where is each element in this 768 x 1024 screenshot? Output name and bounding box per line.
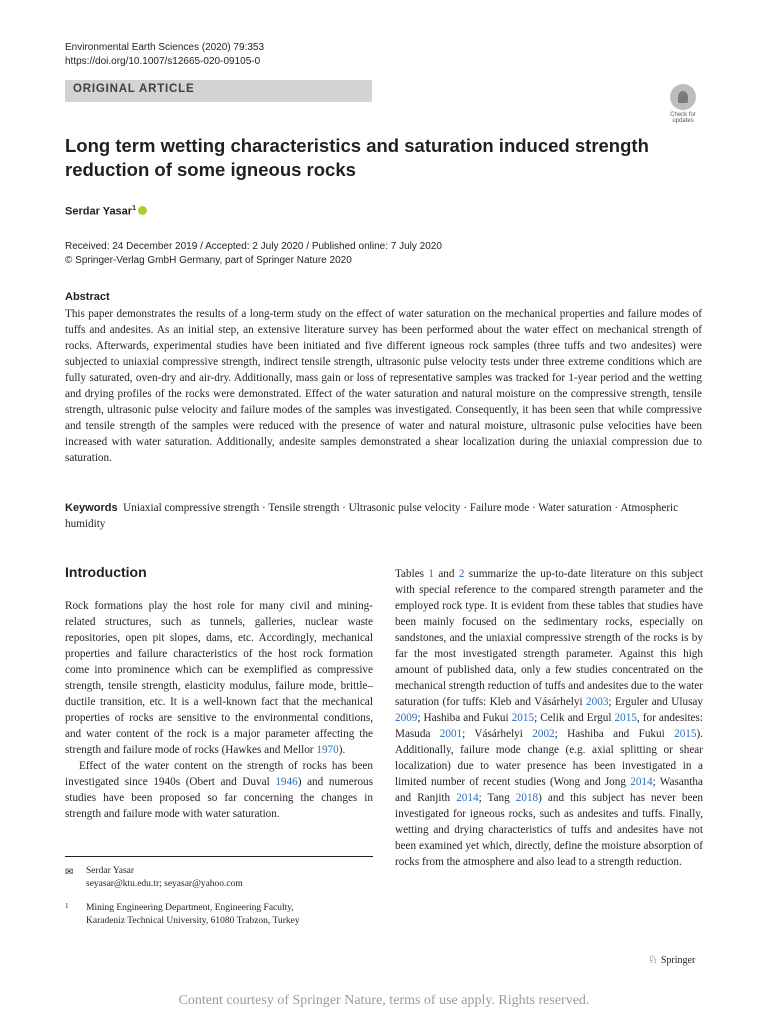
orcid-icon[interactable] bbox=[138, 206, 147, 215]
keywords-label: Keywords bbox=[65, 502, 118, 514]
intro-column-right bbox=[395, 566, 703, 870]
courtesy-notice: Content courtesy of Springer Nature, terms of use apply. Rights reserved. bbox=[178, 993, 590, 1008]
journal-line: Environmental Earth Sciences (2020) 79:353 bbox=[65, 42, 265, 53]
citation-link[interactable]: 2002 bbox=[532, 728, 555, 740]
paragraph-text: Rock formations play the host role for many civil and mining-related structures, such as tunnels, galleries, nuclear waste repositories, open pit slopes, dams, etc. Accordingly, mechanical properties and failure characteristics of the host rock formation come into prominence which can be exemplified as compressive strength, tensile strength, elasticity modulus, failure mode, brittle–ductile transition, etc. It is a well-known fact that the mechanical properties of rocks are sensitive to the environmental conditions, and water content of the rock is a major parameter affecting the strength and failure mode of rocks (Hawkes and Mellor bbox=[65, 600, 373, 756]
intro-paragraph bbox=[65, 758, 373, 822]
abstract-text: This paper demonstrates the results of a long-term study on the effect of water saturation on the mechanical properties and failure modes of tuffs and andesites. As an initial step, an extensive literature survey has been performed about the water effect on mechanical strength of rocks. Afterwards, experimental studies have been initiated and five different igneous rock samples (three tuffs and two andesites) were subjected to uniaxial compressive strength, indirect tensile strength, ultrasonic pulse velocity tests under three extreme conditions which are fully saturated, oven-dry and air-dry. Additionally, mass gain or loss of representative samples was tracked for 1-year period and the wetting and drying profiles of the rocks were demonstrated. Effect of the water saturation and natural moisture on the compressive strength, tensile strength, ultrasonic pulse velocity and failure modes of the samples was investigated. Consequently, it has been seen that while compressive and tensile strength of the samples were reduced with the presence of water and natural moisture, ultrasonic pulse velocities have been increased with water saturation. Additionally, andesite samples demonstrated a shear localization during the uniaxial compression due to saturation. bbox=[65, 308, 702, 464]
paragraph-text: ; Hashiba and Fukui bbox=[554, 728, 675, 740]
paragraph-text: Tables bbox=[395, 568, 429, 580]
intro-column-left bbox=[65, 598, 373, 822]
citation-link[interactable]: 2015 bbox=[674, 728, 697, 740]
doi-link[interactable]: https://doi.org/10.1007/s12665-020-09105-0 bbox=[65, 56, 261, 67]
paper-title: Long term wetting characteristics and saturation induced strength reduction of some igneous rocks bbox=[65, 135, 649, 180]
check-for-updates-badge[interactable] bbox=[664, 84, 702, 124]
keywords-text: Uniaxial compressive strength · Tensile strength · Ultrasonic pulse velocity · Failure mode · Water saturation · Atmospheric humidity bbox=[65, 502, 679, 530]
keywords bbox=[65, 500, 702, 532]
history-line: Received: 24 December 2019 / Accepted: 2 July 2020 / Published online: 7 July 2020 bbox=[65, 241, 442, 252]
affil-line: Mining Engineering Department, Engineering Faculty, bbox=[86, 903, 294, 913]
paragraph-text: ; Celik and Ergul bbox=[534, 712, 615, 724]
paragraph-text: ) and this subject has never been investigated for igneous rocks, such as andesites and tuffs. Finally, wetting and drying characteristics of tuffs and andesites have not been examined yet which, directly, define the moisture absorption of rocks from the atmosphere and also lead to a strength reduction. bbox=[395, 792, 704, 868]
author-name[interactable]: Serdar Yasar bbox=[65, 205, 133, 218]
citation-link[interactable]: 1 bbox=[428, 568, 434, 580]
citation-link[interactable]: 2 bbox=[458, 568, 465, 580]
corr-email[interactable]: seyasar@ktu.edu.tr; seyasar@yahoo.com bbox=[86, 879, 243, 889]
publisher-name: Springer bbox=[660, 955, 696, 966]
paragraph-text: , for andesites: Masuda bbox=[395, 712, 703, 740]
paragraph-text: summarize the up-to-date literature on this subject with special reference to the compared strength parameter and the employed rock type. It is evident from these tables that studies have been mainly focused on the sedimentary rocks, especially on sandstones, and the uniaxial compressive strength of the rocks is by far the most investigated strength parameter. Against this high amount of published data, only a few studies concentrated on the mechanical strength reduction of tuffs and andesites due to the water saturation (for tuffs: Kleb and Vásárhelyi bbox=[395, 568, 704, 708]
intro-paragraph bbox=[65, 598, 373, 758]
affil-number: 1 bbox=[65, 902, 69, 910]
article-type-banner bbox=[65, 80, 372, 102]
footnote-divider bbox=[65, 856, 373, 857]
citation-link[interactable]: 2015 bbox=[511, 712, 535, 724]
check-updates-label: Check for updates bbox=[670, 112, 696, 124]
citation-link[interactable]: 2015 bbox=[614, 712, 637, 724]
paragraph-text: ; Erguler and Ulusay bbox=[608, 696, 703, 708]
citation-link[interactable]: 2014 bbox=[630, 776, 653, 788]
paragraph-text: ; Tang bbox=[478, 792, 516, 804]
citation-link[interactable]: 2001 bbox=[439, 728, 463, 740]
envelope-icon: ✉ bbox=[65, 867, 74, 878]
introduction-heading: Introduction bbox=[65, 564, 147, 580]
copyright-line: © Springer-Verlag GmbH Germany, part of Springer Nature 2020 bbox=[65, 255, 352, 266]
paragraph-text: Effect of the water content on the strength of rocks has been investigated since 1940s (Obert and Duval bbox=[65, 760, 373, 788]
author-line bbox=[65, 205, 147, 218]
citation-link[interactable]: 2003 bbox=[586, 696, 609, 708]
paragraph-text: ). bbox=[338, 744, 346, 756]
citation-link[interactable]: 2009 bbox=[395, 712, 418, 724]
bookmark-icon bbox=[670, 84, 696, 110]
paragraph-text: ; Vásárhelyi bbox=[462, 728, 533, 740]
paragraph-text: ; Hashiba and Fukui bbox=[417, 712, 512, 724]
springer-logo bbox=[648, 953, 695, 966]
affil-line: Karadeniz Technical University, 61080 Trabzon, Turkey bbox=[86, 916, 300, 926]
citation-link[interactable]: 2014 bbox=[456, 792, 479, 804]
springer-horse-icon: ♘ bbox=[648, 954, 658, 966]
citation-link[interactable]: 2018 bbox=[515, 792, 539, 804]
article-type-label: ORIGINAL ARTICLE bbox=[73, 83, 195, 95]
journal-citation bbox=[65, 41, 264, 69]
citation-link[interactable]: 1970 bbox=[316, 744, 339, 756]
publication-dates bbox=[65, 240, 442, 268]
corr-name: Serdar Yasar bbox=[86, 866, 135, 876]
paragraph-text: ; Wasantha and Ranjith bbox=[395, 776, 703, 804]
paragraph-text: and bbox=[433, 568, 459, 580]
author-affil-mark: 1 bbox=[132, 205, 136, 212]
paragraph-text: ). Additionally, failure mode change (e.g. axial splitting or shear localization) due to water presence has been investigated in a limited number of recent studies (Wong and Jong bbox=[395, 728, 703, 788]
citation-link[interactable]: 1946 bbox=[275, 776, 298, 788]
abstract-heading: Abstract bbox=[65, 291, 110, 303]
paragraph-text: ) and numerous studies have been proposed so far concerning the changes in strength and failure mode with water saturation. bbox=[65, 776, 373, 820]
